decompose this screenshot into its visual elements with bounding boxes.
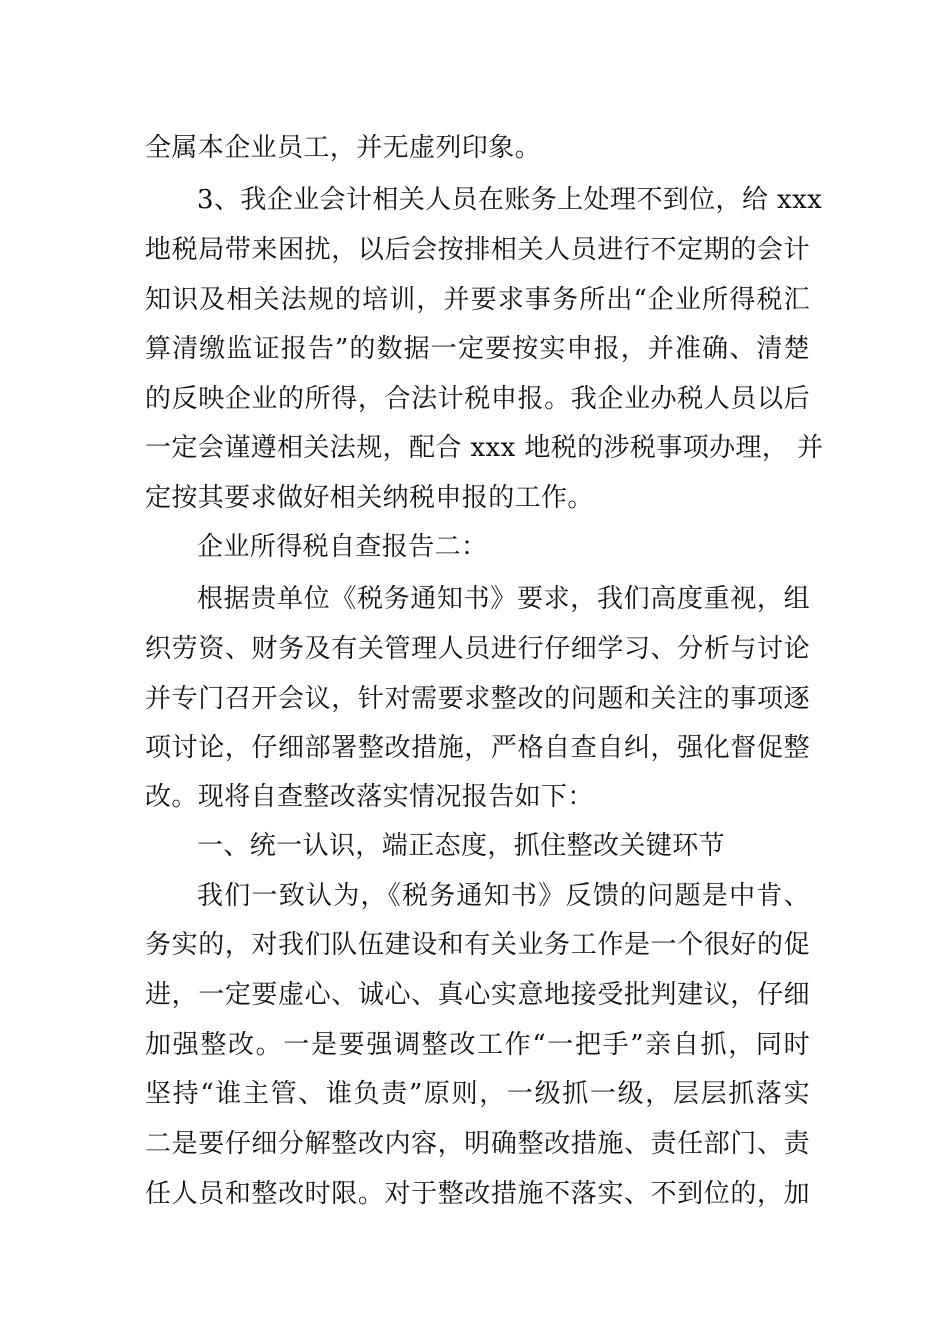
text-line-19: 加强整改。一是要强调整改工作“一把手”亲自抓，同时 (145, 1030, 810, 1060)
text-line-21: 二是要仔细分解整改内容，明确整改措施、责任部门、责 (145, 1129, 810, 1159)
text-line-16: 我们一致认为，《税务通知书》反馈的问题是中肯、 (197, 881, 810, 911)
text-line-17: 务实的，对我们队伍建设和有关业务工作是一个很好的促 (145, 930, 810, 960)
text-line-10: 根据贵单位《税务通知书》要求，我们高度重视，组 (197, 584, 810, 614)
text-line-5: 算清缴监证报告”的数据一定要按实申报，并准确、清楚 (145, 334, 810, 364)
text-line-14: 改。现将自查整改落实情况报告如下： (145, 782, 594, 812)
text-line-12: 并专门召开会议，针对需要求整改的问题和关注的事项逐 (145, 684, 810, 714)
section-heading-one: 一、统一认识，端正态度，抓住整改关键环节 (197, 831, 726, 861)
text-line-18: 进，一定要虚心、诚心、真心实意地接受批判建议，仔细 (145, 980, 810, 1010)
text-line-1: 全属本企业员工，并无虚列印象。 (145, 133, 542, 163)
text-line-7: 一定会谨遵相关法规，配合 xxx 地税的涉税事项办理， 并 (145, 433, 824, 463)
text-line-11: 织劳资、财务及有关管理人员进行仔细学习、分析与讨论 (145, 634, 810, 664)
text-line-13: 项讨论，仔细部署整改措施，严格自查自纠，强化督促整 (145, 733, 810, 763)
text-line-20: 坚持“谁主管、谁负责”原则，一级抓一级，层层抓落实 (145, 1079, 810, 1109)
section-heading-report-two: 企业所得税自查报告二： (197, 532, 488, 562)
text-line-8: 定按其要求做好相关纳税申报的工作。 (145, 483, 594, 513)
text-line-3: 地税局带来困扰，以后会按排相关人员进行不定期的会计 (145, 235, 810, 265)
text-line-4: 知识及相关法规的培训，并要求事务所出“企业所得税汇 (145, 285, 810, 315)
text-line-22: 任人员和整改时限。对于整改措施不落实、不到位的，加 (145, 1179, 810, 1209)
text-line-6: 的反映企业的所得，合法计税申报。我企业办税人员以后 (145, 384, 810, 414)
text-line-2: 3、我企业会计相关人员在账务上处理不到位，给 xxx (197, 185, 823, 215)
